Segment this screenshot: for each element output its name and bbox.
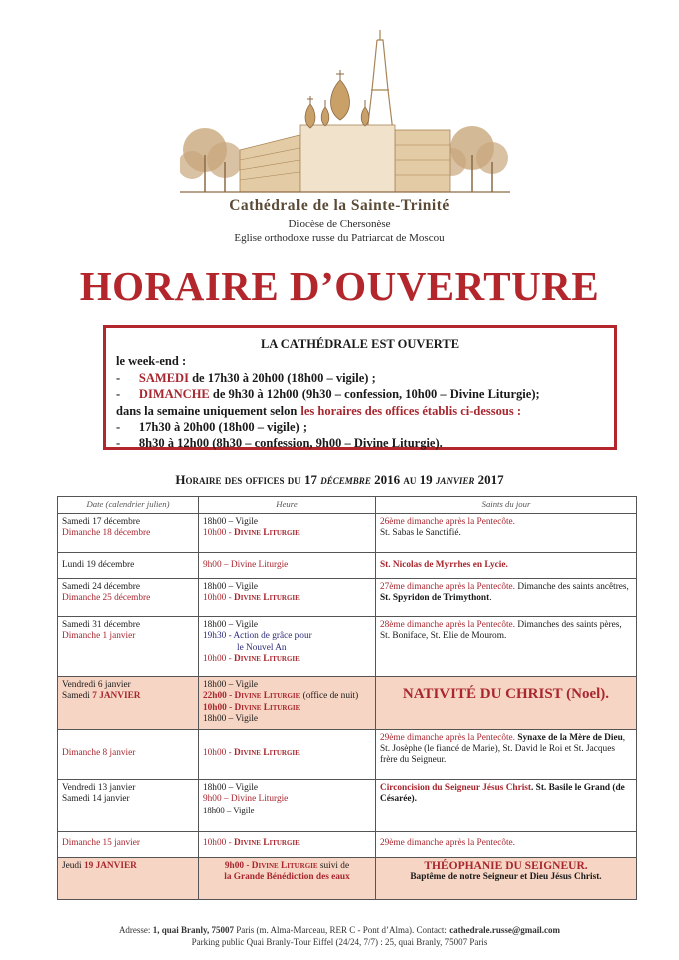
table-row: Vendredi 6 janvier Samedi 7 JANVIER 18h00 – Vigile 22h00 - Divine Liturgie (office de nuit) 10h00 - Divine Liturgie 18h00 – Vigile NATIVITÉ DU CHRIST (Noel). [58, 677, 637, 730]
table-row: Vendredi 13 janvier Samedi 14 janvier 18h00 – Vigile 9h00 – Divine Liturgie 18h00 – Vigile Circoncision du Seigneur Jésus Christ. St. Basile le Grand (de Césarée). [58, 779, 637, 831]
contact-email[interactable]: cathedrale.russe@gmail.com [449, 925, 561, 935]
schedule-title: Horaire des offices du 17 décembre 2016 au 19 janvier 2017 [175, 472, 504, 487]
table-row: Jeudi 19 JANVIER 9h00 - Divine Liturgie suivi de la Grande Bénédiction des eaux THÉOPHANIE DU SEIGNEUR. Baptême de notre Seigneur et Dieu Jésus Christ. [58, 857, 637, 899]
footer-parking: Parking public Quai Branly-Tour Eiffel (24/24, 7/7) : 25, quai Branly, 75007 Paris [191, 937, 488, 947]
col-date: Date (calendrier julien) [58, 497, 199, 514]
table-row: Lundi 19 décembre 9h00 – Divine Liturgie St. Nicolas de Myrrhes en Lycie. [58, 553, 637, 579]
week-hours-1: - 17h30 à 20h00 (18h00 – vigile) ; [116, 420, 307, 435]
church-name: Eglise orthodoxe russe du Patriarcat de Moscou [234, 232, 445, 244]
table-row: Dimanche 15 janvier 10h00 - Divine Liturgie 29ème dimanche après la Pentecôte. [58, 831, 637, 857]
col-time: Heure [199, 497, 376, 514]
week-line: dans la semaine uniquement selon les horaires des offices établis ci-dessous : [116, 403, 521, 418]
page-title: HORAIRE D’OUVERTURE [79, 263, 600, 309]
box-heading: LA CATHÉDRALE EST OUVERTE [260, 337, 460, 351]
diocese-name: Diocèse de Chersonèse [288, 218, 391, 230]
table-row: Samedi 24 décembre Dimanche 25 décembre 18h00 – Vigile 10h00 - Divine Liturgie 27ème dimanche après la Pentecôte. Dimanche des saints ancêtres, St. Spyridon de Trimythont. [58, 579, 637, 617]
table-header-row [58, 497, 637, 514]
saturday-line: - SAMEDI de 17h30 à 20h00 (18h00 – vigile) ; [116, 370, 376, 385]
footer-address: Adresse: 1, quai Branly, 75007 Paris (m. Alma-Marceau, RER C - Pont d’Alma). Contact: cathedrale.russe@gmail.com [118, 925, 561, 935]
col-saints: Saints du jour [376, 497, 637, 514]
cathedral-name: Cathédrale de la Sainte-Trinité [229, 197, 450, 214]
week-hours-2: - 8h30 à 12h00 (8h30 – confession, 9h00 – Divine Liturgie). [116, 436, 443, 451]
weekend-label: le week-end : [116, 354, 187, 369]
table-row: Samedi 31 décembre Dimanche 1 janvier 18h00 – Vigile 19h30 - Action de grâce pour le Nouvel An 10h00 - Divine Liturgie 28ème dimanche après la Pentecôte. Dimanches des saints pères, St. Boniface, St. Elie de Mourom. [58, 617, 637, 677]
cathedral-logo [180, 30, 510, 200]
opening-hours-box [103, 325, 617, 450]
table-row: Samedi 17 décembre Dimanche 18 décembre 18h00 – Vigile 10h00 - Divine Liturgie 26ème dimanche après la Pentecôte. St. Sabas le Sanctifié. [58, 514, 637, 553]
schedule-table [57, 496, 637, 900]
table-row: Dimanche 8 janvier 10h00 - Divine Liturgie 29ème dimanche après la Pentecôte. Synaxe de la Mère de Dieu, St. Josèphe (le fiancé de Marie), St. David le Roi et St. Jacques frère du Seigneur. [58, 729, 637, 779]
sunday-line: - DIMANCHE de 9h30 à 12h00 (9h30 – confession, 10h00 – Divine Liturgie); [116, 387, 540, 402]
